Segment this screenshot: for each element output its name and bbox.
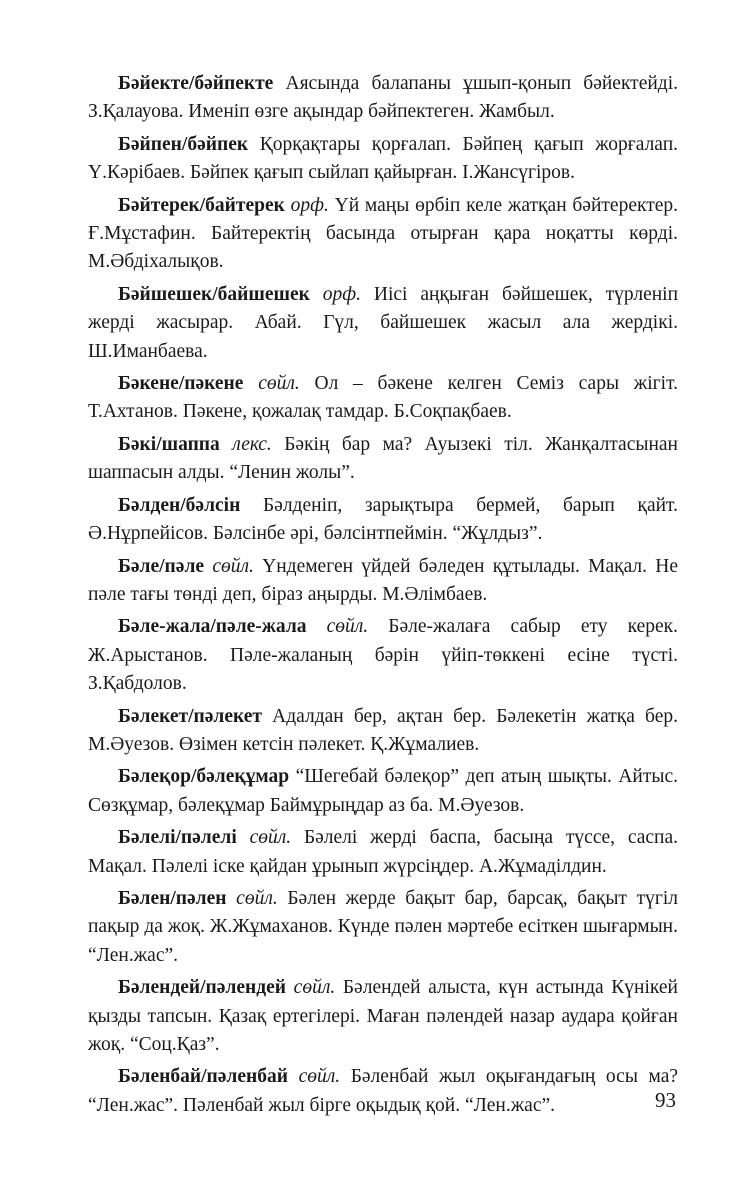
- entry-headword: Бәлендей/пәлендей: [118, 977, 287, 999]
- entry-usage-mark: орф.: [322, 283, 362, 305]
- entry-text: Бәлденіп, зарықтыра бермей, барып қайт. Ә.Нұрпейісов. Бәлсінбе әрі, бәлсінтпеймін. “Жұлдыз”.: [88, 494, 678, 545]
- entry-usage-mark: сөйл.: [258, 373, 300, 395]
- dictionary-entry: [88, 70, 678, 127]
- dictionary-entry: [88, 131, 678, 188]
- entry-headword: Бәле-жала/пәле-жала: [118, 616, 307, 638]
- entry-headword: Бәйшешек/байшешек: [118, 283, 310, 305]
- dictionary-entry: [88, 492, 678, 549]
- dictionary-entry: [88, 553, 678, 610]
- dictionary-entry: [88, 1063, 678, 1120]
- entry-text: Иісі аңқыған бәйшешек, түрленіп жерді жасырар. Абай. Гүл, байшешек жасыл ала жердікі. Ш.Иманбаева.: [88, 283, 679, 362]
- entry-headword: Бәлекет/пәлекет: [118, 705, 263, 727]
- entry-headword: Бәкене/пәкене: [118, 373, 244, 395]
- entry-headword: Бәлеқор/бәлеқұмар: [118, 766, 290, 788]
- entry-text: “Шегебай бәлеқор” деп атың шықты. Айтыс. Сөзқұмар, бәлеқұмар Баймұрыңдар аз ба. М.Әуезов.: [88, 766, 678, 816]
- entry-usage-mark: сөйл.: [298, 1066, 341, 1088]
- entry-usage-mark: орф.: [290, 194, 329, 216]
- entry-headword: Бәкі/шаппа: [118, 433, 220, 455]
- entry-usage-mark: сөйл.: [326, 616, 369, 638]
- entry-usage-mark: лекс.: [232, 433, 272, 455]
- dictionary-entry: [88, 703, 678, 760]
- entry-headword: Бәлен/пәлен: [118, 887, 227, 909]
- entry-headword: Бәле/пәле: [118, 555, 205, 577]
- entry-headword: Бәлден/бәлсін: [118, 494, 241, 516]
- dictionary-page: [88, 70, 678, 1124]
- dictionary-entry: [88, 281, 678, 366]
- dictionary-entry: [88, 613, 678, 698]
- entry-text: Қорқақтары қорғалап. Бәйпең қағып жорғалап. Ү.Кәрібаев. Бәйпек қағып сыйлап қайырған. І.Жансүгіров.: [88, 133, 679, 184]
- dictionary-entry: [88, 824, 678, 881]
- entry-text: Бәлелі жерді баспа, басыңа түсce, саспа. Мақал. Пәлелі іске қайдан ұрынып жүрсіңдер. А.Жұмаділдин.: [88, 827, 678, 877]
- dictionary-entry: [88, 370, 678, 427]
- entry-text: Адалдан бер, ақтан бер. Бәлекетін жатқа бер. М.Әуезов. Өзімен кетсін пәлекет. Қ.Жұмалиев.: [88, 705, 678, 755]
- entry-text: Бәле-жалаға сабыр ету керек. Ж.Арыстанов. Пәле-жаланың бәрін үйіп-төккені есіне түсті. З.Қабдолов.: [88, 616, 679, 695]
- entry-headword: Бәйтерек/байтерек: [118, 194, 285, 216]
- dictionary-entry: [88, 974, 678, 1059]
- entry-headword: Бәленбай/пәленбай: [118, 1066, 288, 1088]
- entry-headword: Бәлелі/пәлелі: [118, 827, 237, 849]
- entry-headword: Бәйекте/бәйпекте: [118, 73, 274, 94]
- entry-text: Ол – бәкене келген Семіз сары жігіт. Т.Ахтанов. Пәкене, қожалақ тамдар. Б.Соқпақбаев.: [88, 373, 679, 423]
- entry-headword: Бәйпен/бәйпек: [118, 133, 249, 155]
- entry-text: Бәлен жерде бақыт бар, барсақ, бақыт түгіл пақыр да жоқ. Ж.Жұмаханов. Күнде пәлен мәртебе есіткен шығармын. “Лен.жас”.: [88, 887, 678, 966]
- dictionary-entry: [88, 431, 678, 488]
- entry-usage-mark: сөйл.: [212, 555, 254, 577]
- entry-text: Үй маңы өрбіп келе жатқан бәйтеректер. Ғ.Мұстафин. Байтеректің басында отырған қара ноқатты көрді. М.Әбдіхалықов.: [88, 194, 678, 273]
- entry-text: Бәлендей алыста, күн астында Күнікей қызды тапсын. Қазақ ертегілері. Маған пәлендей назар аудара қойған жоқ. “Соц.Қаз”.: [88, 977, 678, 1055]
- entry-text: Бәленбай жыл оқығандағың осы ма? “Лен.жас”. Пәленбай жыл бірге оқыдық қой. “Лен.жас”.: [88, 1066, 679, 1116]
- entry-usage-mark: сөйл.: [236, 887, 278, 909]
- entry-text: Аясында балапаны ұшып-қонып бәйектейді. З.Қалауова. Именіп өзге ақындар бәйпектеген. Жамбыл.: [88, 73, 679, 123]
- dictionary-entry: [88, 885, 678, 970]
- entry-usage-mark: сөйл.: [293, 977, 336, 999]
- dictionary-entry: [88, 763, 678, 820]
- page-number: 93: [655, 1088, 676, 1112]
- dictionary-entry: [88, 192, 678, 277]
- entry-usage-mark: сөйл.: [249, 827, 292, 849]
- entry-text: Бәкің бар ма? Ауызекі тіл. Жанқалтасынан шаппасын алды. “Ленин жолы”.: [88, 433, 678, 484]
- entry-text: Үндемеген үйдей бәледен құтылады. Мақал. Не пәле тағы төнді деп, біраз аңырды. М.Әлімбаев.: [88, 555, 679, 605]
